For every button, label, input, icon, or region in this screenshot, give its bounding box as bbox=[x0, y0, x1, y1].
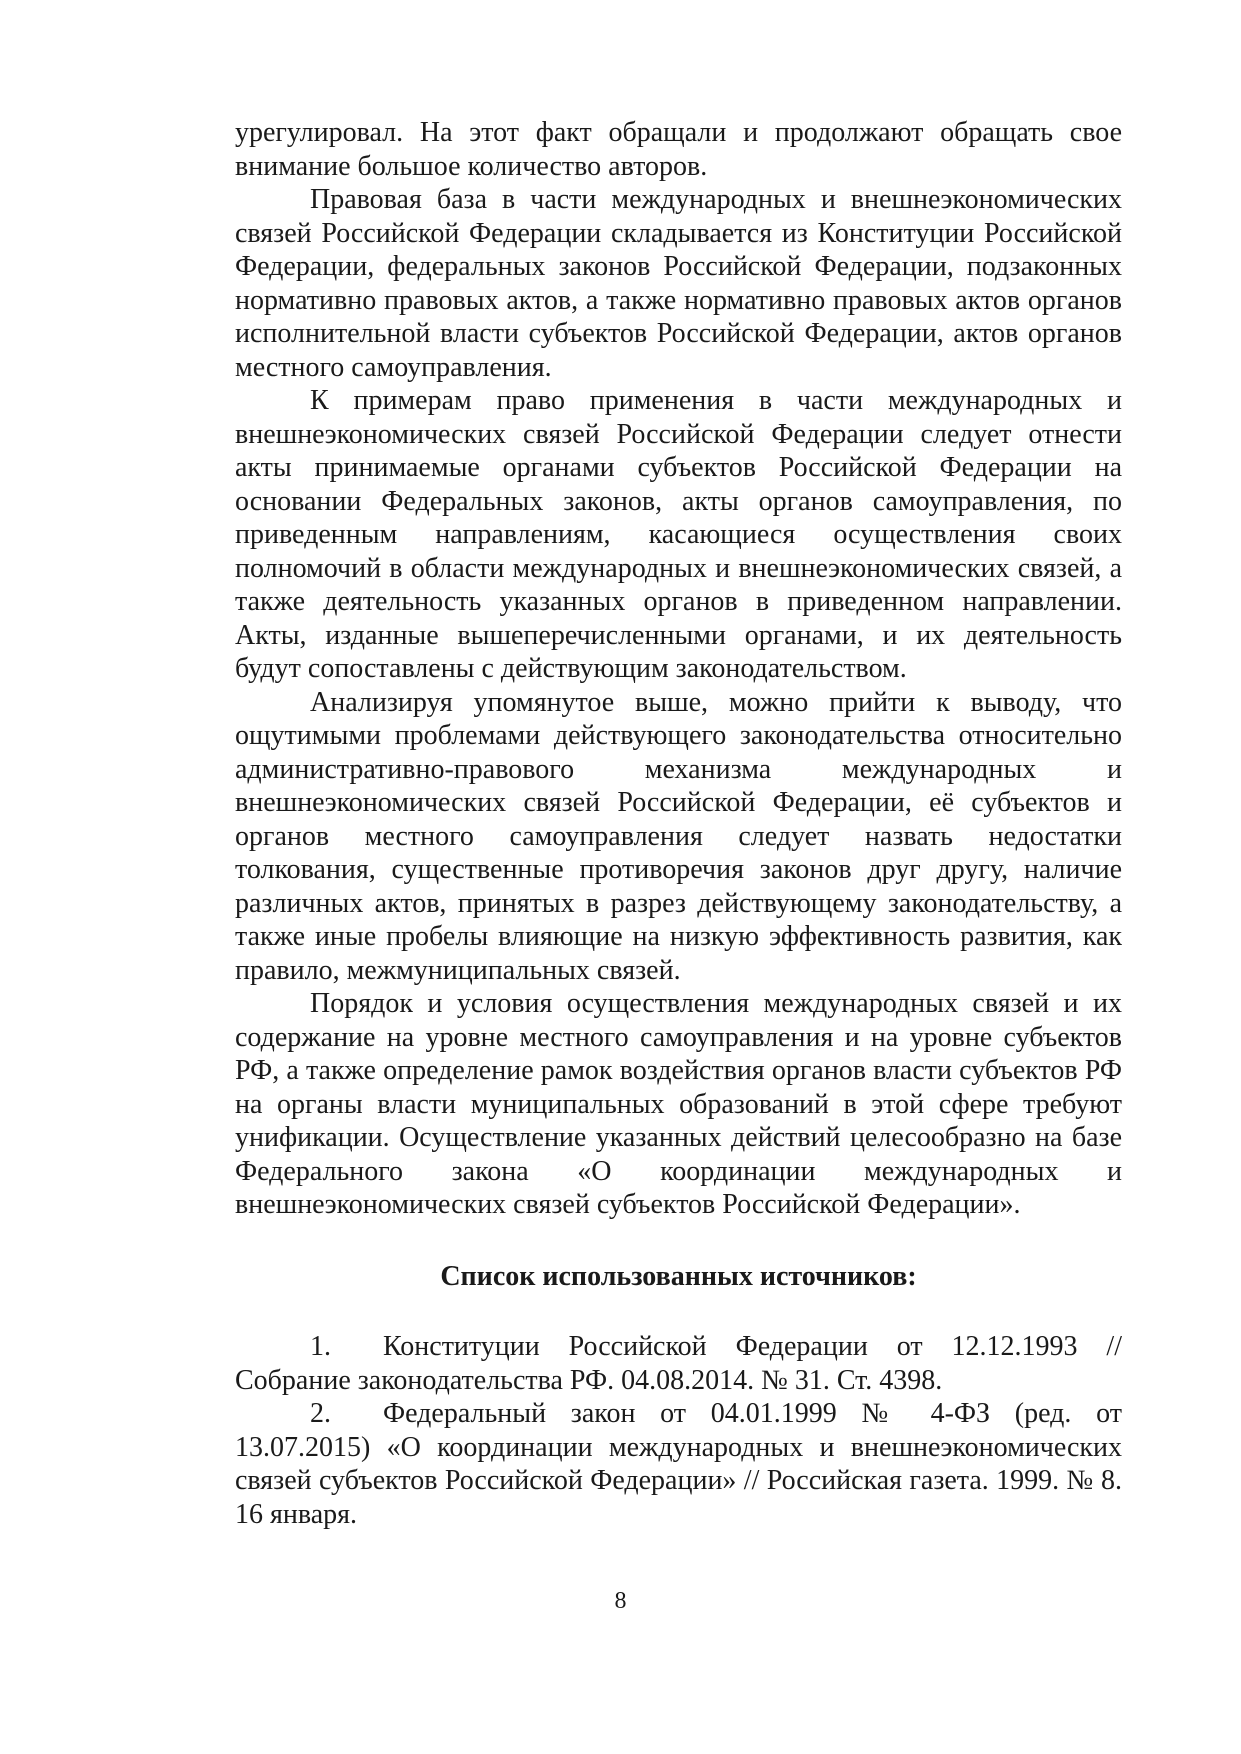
reference-item bbox=[235, 1330, 1122, 1397]
page-number: 8 bbox=[614, 1588, 627, 1614]
paragraph-legal-basis: Правовая база в части международных и внешнеэкономических связей Российской Федерации складывается из Конституции Российской Федерации, федеральных законов Российской Федерации, подзаконных нормативно правовых актов, а также нормативно правовых актов органов исполнительной власти субъектов Российской Федерации, актов органов местного самоуправления. bbox=[235, 184, 1122, 383]
paragraph-analysis: Анализируя упомянутое выше, можно прийти к выводу, что ощутимыми проблемами действующего законодательства относительно административно-правового механизма международных и внешнеэкономических связей Российской Федерации, её субъектов и органов местного самоуправления следует назвать недостатки толкования, существенные противоречия законов друг другу, наличие различных актов, принятых в разрез действующему законодательству, а также иные пробелы влияющие на низкую эффективность развития, как правило, межмуниципальных связей. bbox=[235, 686, 1122, 986]
paragraph-unification: Порядок и условия осуществления международных связей и их содержание на уровне местного самоуправления и на уровне субъектов РФ, а также определение рамок воздействия органов власти субъектов РФ на органы власти муниципальных образований в этой сфере требуют унификации. Осуществление указанных действий целесообразно на базе Федерального закона «О координации международных и внешнеэкономических связей субъектов Российской Федерации». bbox=[235, 988, 1122, 1220]
document-page bbox=[235, 116, 1122, 1531]
reference-number: 2. bbox=[310, 1398, 331, 1429]
reference-number: 1. bbox=[310, 1331, 331, 1362]
references-heading: Список использованных источников: bbox=[440, 1260, 917, 1292]
paragraph-continuation: урегулировал. На этот факт обращали и продолжают обращать свое внимание большое количество авторов. bbox=[235, 117, 1122, 182]
reference-item bbox=[235, 1397, 1122, 1531]
reference-text: Конституции Российской Федерации от 12.12.1993 // Собрание законодательства РФ. 04.08.2014. № 31. Ст. 4398. bbox=[235, 1331, 1122, 1396]
reference-text: Федеральный закон от 04.01.1999 № 4-ФЗ (ред. от 13.07.2015) «О координации международных и внешнеэкономических связей субъектов Российской Федерации» // Российская газета. 1999. № 8. 16 января. bbox=[235, 1398, 1122, 1530]
paragraph-law-application: К примерам право применения в части международных и внешнеэкономических связей Российской Федерации следует отнести акты принимаемые органами субъектов Российской Федерации на основании Федеральных законов, акты органов самоуправления, по приведенным направлениям, касающиеся осуществления своих полномочий в области международных и внешнеэкономических связей, а также деятельность указанных органов в приведенном направлении. Акты, изданные вышеперечисленными органами, и их деятельность будут сопоставлены с действующим законодательством. bbox=[235, 385, 1122, 684]
